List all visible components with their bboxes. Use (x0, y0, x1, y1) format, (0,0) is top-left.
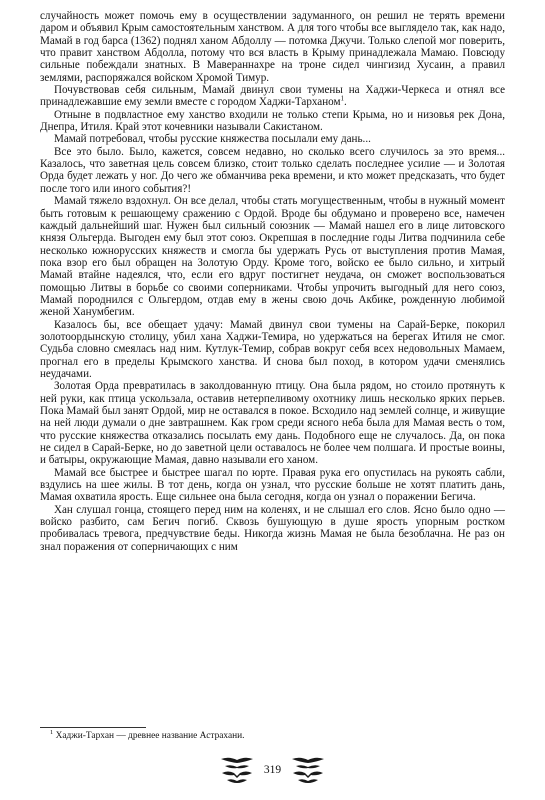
paragraph-8: Золотая Орда превратилась в заколдованную птицу. Она была рядом, но стоило протянуть к ней руки, как птица ускользала, оставив нетерпеливому охотнику лишь несколько ярких перьев. Пока Мамай был занят Ордой, мир не оставался в покое. Всходило над землей солнце, и живущие на ней люди думали о дне завтрашнем. Как гром среди ясного неба была для Мамая весть о том, что русские княжества отказались посылать ему дань. Подобного еще не случалось. Да, он пока не сидел в Сарай-Берке, но до заветной цели оставалось не более чем полшага. И простые воины, и батыры, окружающие Мамая, давно называли его ханом. (40, 380, 505, 467)
paragraph-10: Хан слушал гонца, стоящего перед ним на коленях, и не слышал его слов. Ясно было одно — войско разбито, сам Бегич погиб. Сквозь бушующую в душе ярость упорным ростком пробивалась тревога, предчувствие беды. Никогда жизнь Мамая не была безоблачна. Не раз он знал поражения от соперничающих с ним (40, 503, 505, 553)
page-footer (0, 755, 545, 785)
ornament-right-icon (290, 755, 326, 785)
paragraph-6: Мамай тяжело вздохнул. Он все делал, чтобы стать могущественным, чтобы в нужный момент быть готовым к решающему сражению с Ордой. Вроде бы обдумано и проверено все, намечен каждый дальнейший шаг. Нужен был сильный союзник — Мамай нашел его в лице литовского князя Ольгерда. Выгоден ему был этот союз. Окрепшая в последние годы Литва подчинила себе несколько южнорусских княжеств и смогла бы удержать Русь от выступления против Мамая, пока взор его был обращен на Золотую Орду. Кроме того, войско ее было сильно, и хитрый Мамай втайне надеялся, что, если его вдруг постигнет неудача, он сможет воспользоваться помощью Литвы в борьбе со своими соперниками. Чтобы упрочить выгодный для него союз, Мамай породнился с Ольгердом, отдав ему в жены свою дочь Акбике, рожденную любимой женой Ханумбегим. (40, 195, 505, 319)
footnote-marker: 1 (50, 728, 54, 736)
paragraph-2-text: Почувствовав себя сильным, Мамай двинул свои тумены на Хаджи-Черкеса и отнял все принадлежавшие ему земли вместе с городом Хаджи-Тарханом (40, 84, 505, 109)
footnote-reference: 1 (340, 94, 344, 103)
paragraph-5: Все это было. Было, кажется, совсем недавно, но сколько всего случилось за это время... Казалось, что заветная цель совсем близко, стоит только сделать последнее усилие — и Золотая Орда будет лежать у ног. До чего же обманчива река времени, и кто может предсказать, что будет после того или иного события?! (40, 145, 505, 195)
paragraph-9: Мамай все быстрее и быстрее шагал по юрте. Правая рука его опустилась на рукоять сабли, вздулись на шее жилы. В тот день, когда он узнал, что русские больше не хотят платить дань, Мамая охватила ярость. Еще сильнее она была сегодня, когда он узнал о поражении Бегича. (40, 466, 505, 504)
footnote-divider (40, 727, 146, 728)
page-number: 319 (263, 764, 282, 776)
paragraph-1: случайность может помочь ему в осуществлении задуманного, он решил не терять времени даром и объявил Крым самостоятельным ханством. А для того чтобы все выглядело так, как надо, Мамай в год барса (1362) поднял ханом Абдоллу — потомка Джучи. Только слепой мог поверить, что правит ханством Абдолла, потому что вся власть в Крыму принадлежала Мамаю. Повсюду сильные побеждали знатных. В Мавераннахре на троне сидел чингизид Хусаин, а правил землями, распоряжался войском Хромой Тимур. (40, 10, 505, 84)
footnote (40, 728, 505, 742)
paragraph-3: Отныне в подвластное ему ханство входили не только степи Крыма, но и низовья рек Дона, Днепра, Итиля. Край этот кочевники называли Сакистаном. (40, 108, 505, 134)
paragraph-7: Казалось бы, все обещает удачу: Мамай двинул свои тумены на Сарай-Берке, покорил золотоордынскую столицу, убил хана Хаджи-Темира, но удержаться на берегах Итиля не смог. Судьба словно смеялась над ним. Кутлук-Темир, собрав вокруг себя всех недовольных Мамаем, прогнал его в пределы Крымского ханства. И снова был поход, в котором удачи сменялись неудачами. (40, 318, 505, 380)
body-text (40, 10, 505, 553)
paragraph-2: Почувствовав себя сильным, Мамай двинул свои тумены на Хаджи-Черкеса и отнял все принадлежавшие ему земли вместе с городом Хаджи-Тарханом$^1$. (40, 84, 505, 109)
ornament-left-icon (219, 755, 255, 785)
paragraph-4: Мамай потребовал, чтобы русские княжества посылали ему дань... (54, 133, 371, 146)
footnote-text: Хаджи-Тархан — древнее название Астрахани. (55, 731, 245, 741)
